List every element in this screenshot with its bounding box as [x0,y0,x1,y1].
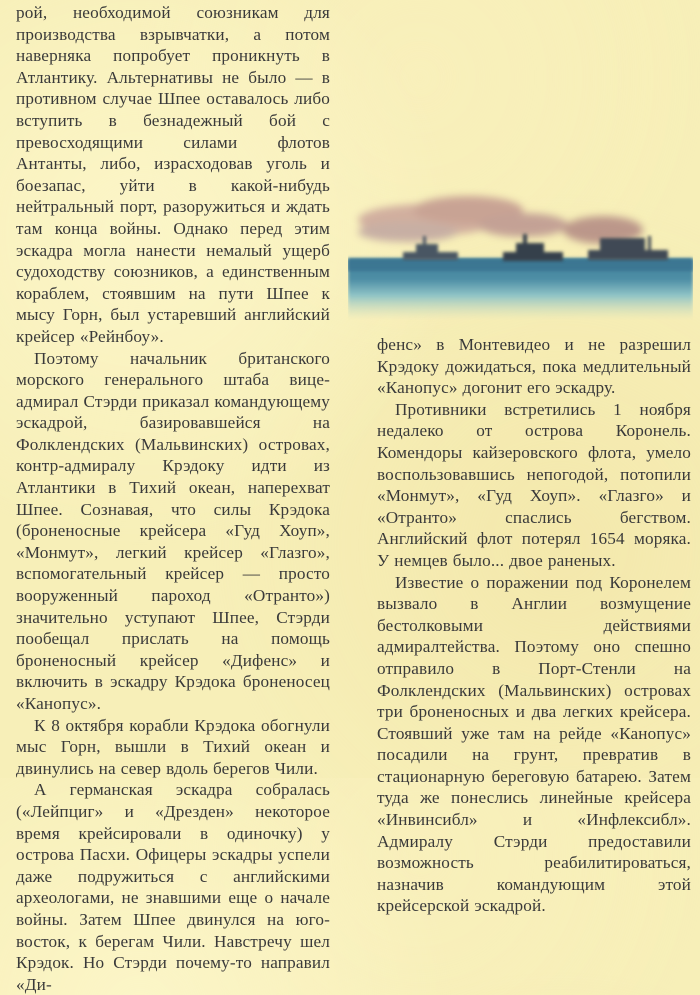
left-text-column [16,2,330,995]
illustration-svg [348,170,693,320]
right-text-column [377,334,691,917]
smoke-clouds [358,196,643,244]
paragraph: Известие о поражении под Коронелем вызвало в Англии возмущение бестолковыми действиями адмиралтейства. Поэтому оно спешно отправило в Порт-Стенли на Фолклендских (Мальвинских) островах три броненосных и два легких крейсера. Стоявший уже там на рейде «Канопус» посадили на грунт, превратив в стационарную береговую батарею. Затем туда же понеслись линейные крейсера «Инвинсибл» и «Инфлексибл». Адмиралу Стэрди предоставили возможность реабилитироваться, назначив командующим этой крейсерской эскадрой. [377,572,691,916]
paragraph: Поэтому начальник британского морского генерального штаба вице-адмирал Стэрди приказал командующему эскадрой, базировавшейся на Фолклендских (Мальвинских) островах, контр-адмиралу Крэдоку идти из Атлантики в Тихий океан, наперехват Шпее. Сознавая, что силы Крэдока (броненосные крейсера «Гуд Хоуп», «Монмут», легкий крейсер «Глазго», вспомогательный крейсер — просто вооруженный пароход «Отранто») значительно уступают Шпее, Стэрди пообещал прислать на помощь броненосный крейсер «Дифенс» и включить в эскадру Крэдока броненосец «Канопус». [16,348,330,713]
paragraph: фенс» в Монтевидео и не разрешил Крэдоку дожидаться, пока медлительный «Канопус» догонит его эскадру. [377,335,691,398]
paragraph: рой, необходимой союзникам для производства взрывчатки, а потом наверняка попробует проникнуть в Атлантику. Альтернативы не было — в противном случае Шпее оставалось либо вступить в безнадежный бой с превосходящими силами флотов Антанты, либо, израсходовав уголь и боезапас, уйти в какой-нибудь нейтральный порт, разоружиться и ждать там конца войны. Однако перед этим эскадра могла нанести немалый ущерб судоходству союзников, а единственным кораблем, стоявшим на пути Шпее к мысу Горн, был устаревший английский крейсер «Рейнбоу». [16,3,330,346]
paragraph: К 8 октября корабли Крэдока обогнули мыс Горн, вышли в Тихий океан и двинулись на север вдоль берегов Чили. [16,715,330,778]
warship-3 [588,236,668,260]
paragraph: Противники встретились 1 ноября недалеко от острова Коронель. Комендоры кайзеровского флота, умело воспользовавшись непогодой, потопили «Монмут», «Гуд Хоуп». «Глазго» и «Отранто» спаслись бегством. Английский флот потерял 1654 моряка. У немцев было... двое раненых. [377,399,691,570]
warships-illustration [348,170,693,320]
warship-2 [503,234,563,261]
paragraph: А германская эскадра собралась («Лейпциг» и «Дрезден» некоторое время крейсировали в одиночку) у острова Пасхи. Офицеры эскадры успели даже подружиться с английскими археологами, не знавшими еще о начале войны. Затем Шпее двинулся на юго-восток, к берегам Чили. Навстречу шел Крэдок. Но Стэрди почему-то направил «Ди- [16,780,330,994]
